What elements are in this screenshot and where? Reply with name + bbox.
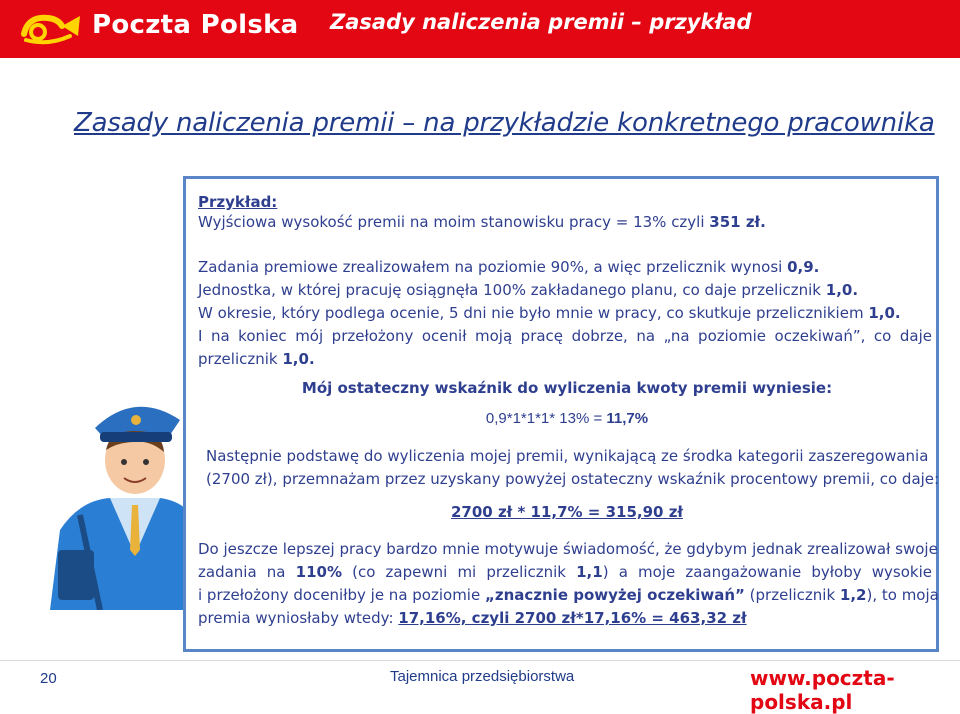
tasks-multiplier-line: Zadania premiowe zrealizowałem na poziomie 90%, a więc przelicznik wynosi 0,9. bbox=[198, 258, 820, 276]
website-url: www.poczta-polska.pl bbox=[750, 666, 895, 714]
unit-multiplier-line: Jednostka, w której pracuję osiągnęła 100% zakładanego planu, co daje przelicznik 1,0. bbox=[198, 281, 859, 299]
base-bonus-line: Wyjściowa wysokość premii na moim stanowisku pracy = 13% czyli 351 zł. bbox=[198, 213, 766, 231]
motivation-line-1: Do jeszcze lepszej pracy bardzo mnie motywuje świadomość, że gdybym jednak zrealizował swoje bbox=[198, 540, 938, 558]
absence-multiplier-line: W okresie, który podlega ocenie, 5 dni nie było mnie w pracy, co skutkuje przelicznikiem 1,0. bbox=[198, 304, 901, 322]
base-line-1: Następnie podstawę do wyliczenia mojej premii, wynikającą ze środka kategorii zaszeregowania bbox=[206, 447, 929, 465]
confidentiality-note: Tajemnica przedsiębiorstwa bbox=[390, 668, 575, 685]
page-title: Zasady naliczenia premii – na przykładzie konkretnego pracownika bbox=[74, 108, 935, 138]
base-line-2: (2700 zł), przemnażam przez uzyskany powyżej ostateczny wskaźnik procentowy premii, co daje: bbox=[206, 470, 940, 488]
indicator-formula: 0,9*1*1*1* 13% = 11,7% bbox=[485, 410, 649, 427]
footer-divider bbox=[0, 660, 960, 661]
example-label: Przykład: bbox=[198, 193, 278, 211]
indicator-heading: Mój ostateczny wskaźnik do wyliczenia kwoty premii wyniesie: bbox=[301, 379, 833, 397]
page-number: 20 bbox=[40, 670, 57, 687]
motivation-line-2: zadania na 110% (co zapewni mi przelicznik 1,1) a moje zaangażowanie byłoby wysokie bbox=[198, 563, 932, 581]
evaluation-multiplier-line: przelicznik 1,0. bbox=[198, 350, 315, 368]
header-bar bbox=[0, 0, 960, 58]
evaluation-line: I na koniec mój przełożony ocenił moją pracę dobrze, na „na poziomie oczekiwań”, co daje bbox=[198, 327, 932, 345]
motivation-line-4: premia wyniosłaby wtedy: 17,16%, czyli 2700 zł*17,16% = 463,32 zł bbox=[198, 609, 747, 627]
motivation-line-3: i przełożony doceniłby je na poziomie „znacznie powyżej oczekiwań” (przelicznik 1,2), to moja bbox=[198, 586, 939, 604]
example-card bbox=[183, 176, 939, 652]
brand-name: Poczta Polska bbox=[92, 10, 299, 40]
header-title: Zasady naliczenia premii – przykład bbox=[330, 10, 752, 34]
result-formula: 2700 zł * 11,7% = 315,90 zł bbox=[450, 503, 683, 521]
post-horn-logo-icon bbox=[18, 6, 88, 50]
